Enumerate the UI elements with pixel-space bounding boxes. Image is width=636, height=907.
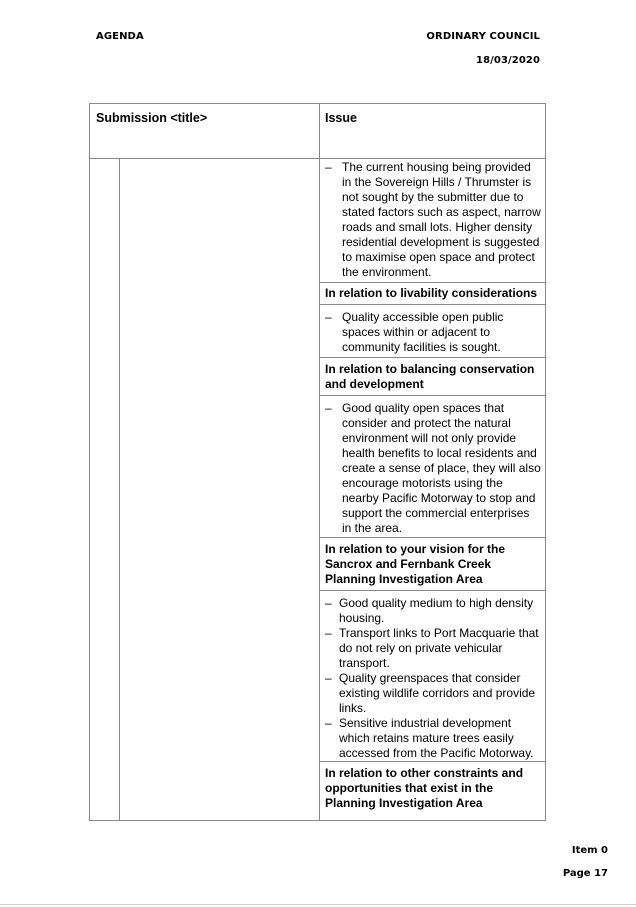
page-bottom-edge (0, 904, 636, 905)
section-heading: In relation to livability considerations (325, 286, 538, 300)
column-header-issue: Issue (325, 111, 357, 125)
bullet-item (325, 401, 541, 536)
header-row-divider (90, 158, 545, 159)
header-agenda: AGENDA (96, 31, 144, 42)
dash-bullet-icon: – (325, 310, 332, 324)
bullet-item (325, 626, 541, 671)
section-heading: In relation to balancing conservation and development (325, 362, 535, 391)
footer-item-number: Item 0 (571, 845, 608, 856)
bullet-text: Sensitive industrial development which retains mature trees easily accessed from the Pacific Motorway. (339, 716, 534, 760)
row-group-divider (119, 158, 120, 820)
bullet-text: Good quality open spaces that consider and protect the natural environment will not only provide health benefits to local residents and create a sense of place, they will also encourage motorists using the nearby Pacific Motorway to stop and support the commercial enterprises in the area. (342, 401, 541, 535)
header-date: 18/03/2020 (476, 55, 540, 66)
bullet-text: The current housing being provided in the Sovereign Hills / Thrumster is not sought by the submitter due to stated factors such as aspect, narrow roads and small lots. Higher density residential development is suggested to maximise open space and protect the environment. (342, 160, 541, 279)
header-meeting-type: ORDINARY COUNCIL (426, 31, 540, 42)
submission-table (89, 103, 546, 821)
table-row (325, 310, 541, 355)
bullet-item (325, 160, 541, 280)
section-heading: In relation to other constraints and opportunities that exist in the Planning Investigation Area (325, 766, 524, 810)
bullet-item (325, 310, 541, 355)
section-heading: In relation to your vision for the Sancrox and Fernbank Creek Planning Investigation Area (325, 542, 506, 586)
dash-bullet-icon: – (325, 160, 332, 174)
dash-bullet-icon: – (325, 596, 332, 610)
dash-bullet-icon: – (325, 401, 332, 415)
bullet-item (325, 596, 541, 626)
table-row (325, 401, 541, 536)
dash-bullet-icon: – (325, 671, 332, 685)
bullet-item (325, 716, 541, 761)
table-row (325, 596, 541, 761)
bullet-item (325, 671, 541, 716)
bullet-text: Transport links to Port Macquarie that do not rely on private vehicular transport. (339, 626, 539, 670)
dash-bullet-icon: – (325, 626, 332, 640)
footer-page-number: Page 17 (562, 868, 608, 879)
bullet-text: Quality accessible open public spaces within or adjacent to community facilities is sought. (342, 310, 504, 354)
bullet-text: Good quality medium to high density housing. (339, 596, 534, 625)
column-header-submission: Submission <title> (96, 111, 208, 125)
table-row (325, 160, 541, 280)
dash-bullet-icon: – (325, 716, 332, 730)
bullet-text: Quality greenspaces that consider existing wildlife corridors and provide links. (339, 671, 536, 715)
column-divider (319, 104, 320, 820)
